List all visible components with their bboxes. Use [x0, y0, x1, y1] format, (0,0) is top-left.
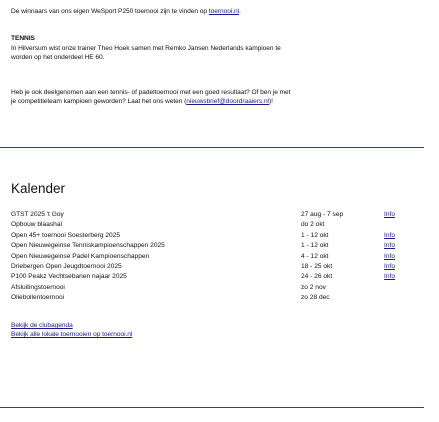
event-date: do 2 okt [301, 221, 325, 229]
event-info-link[interactable]: Info [384, 242, 395, 250]
event-name: Open Nieuwegeinse Tenniskampioenschappen 2025 [11, 242, 165, 250]
event-info-cell [384, 231, 404, 241]
event-date: 1 - 12 okt [301, 242, 329, 250]
winners-end: . [239, 8, 241, 15]
calendar-table [11, 210, 404, 304]
calendar-row [11, 272, 404, 282]
event-date: zo 2 nov [301, 283, 326, 291]
event-info-cell [384, 252, 404, 262]
toernooi-link[interactable]: toernooi.nl [208, 8, 240, 15]
event-date: zo 28 dec [301, 294, 330, 302]
event-name: Afsluitingstoernooi [11, 283, 65, 291]
event-name: Open 45+ toernooi Soesterberg 2025 [11, 231, 121, 239]
call-line-2 [11, 97, 428, 106]
club-agenda-link[interactable]: Bekijk de clubagenda [11, 322, 73, 329]
calendar-row [11, 293, 404, 303]
event-date: 27 aug - 7 sep [301, 211, 344, 218]
calendar-title: Kalender [11, 181, 66, 196]
calendar-row [11, 283, 404, 293]
newsletter-email-link[interactable]: nieuwsbrief@doordraaiers.nl [186, 98, 269, 105]
event-date: 4 - 12 okt [301, 252, 329, 260]
event-name: Opbouw blaashal [11, 221, 62, 229]
event-info-link[interactable]: Info [384, 252, 395, 260]
calendar-row [11, 262, 404, 272]
event-info-link[interactable]: Info [384, 231, 395, 239]
event-name: Oliebollentoernooi [11, 294, 65, 302]
calendar-links [11, 321, 428, 339]
event-info-cell [384, 241, 404, 251]
event-info-link[interactable]: Info [384, 211, 395, 218]
section-divider-bottom [0, 407, 424, 408]
tennis-title: TENNIS [11, 35, 35, 42]
tennis-paragraph [11, 44, 428, 62]
event-name: Open Nieuwegeinse Padel Kampioenschappen [11, 252, 150, 260]
event-date: 18 - 25 okt [301, 263, 333, 271]
call-paragraph [11, 88, 428, 106]
event-info-link[interactable]: Info [384, 263, 395, 271]
winners-text: De winnaars van ons eigen WeSport P250 toernooi zijn te vinden op [11, 8, 209, 15]
event-info-cell [384, 272, 404, 282]
event-info-link[interactable]: Info [384, 273, 395, 281]
winners-paragraph [11, 7, 428, 16]
all-tournaments-link[interactable]: Bekijk alle lokale toernooien op toernooi.nl [11, 331, 133, 338]
calendar-row [11, 220, 404, 230]
call-line-1: Heb je ook deelgenomen aan een tennis- of padeltoernooi met een goed resultaat? Of ben je met [11, 89, 291, 96]
event-info-cell [384, 293, 404, 303]
calendar-row [11, 231, 404, 241]
call-line-2-text: je competitieteam kampioen geworden? Laat het ons weten ( [11, 98, 187, 105]
event-info-cell [384, 283, 404, 293]
calendar-row [11, 241, 404, 251]
event-name: P100 Peakz Vechtsebanen najaar 2025 [11, 273, 127, 281]
tennis-line-1: In Hilversum wist onze trainer Theo Hoek samen met Remko Jansen Nederlands kampioen te [11, 45, 281, 52]
event-info-cell [384, 210, 404, 220]
event-info-cell [384, 262, 404, 272]
call-line-2-end: )! [268, 98, 273, 105]
section-divider [0, 147, 424, 148]
event-date: 1 - 12 okt [301, 231, 329, 239]
tennis-line-2: worden op het onderdeel HE 60. [11, 54, 105, 61]
event-info-cell [384, 220, 404, 230]
calendar-row [11, 210, 404, 220]
event-date: 24 - 26 okt [301, 273, 333, 281]
event-name: GTST 2025 't Goy [11, 211, 64, 218]
event-name: Driebergen Open Jeugdtoernooi 2025 [11, 263, 122, 271]
calendar-row [11, 252, 404, 262]
